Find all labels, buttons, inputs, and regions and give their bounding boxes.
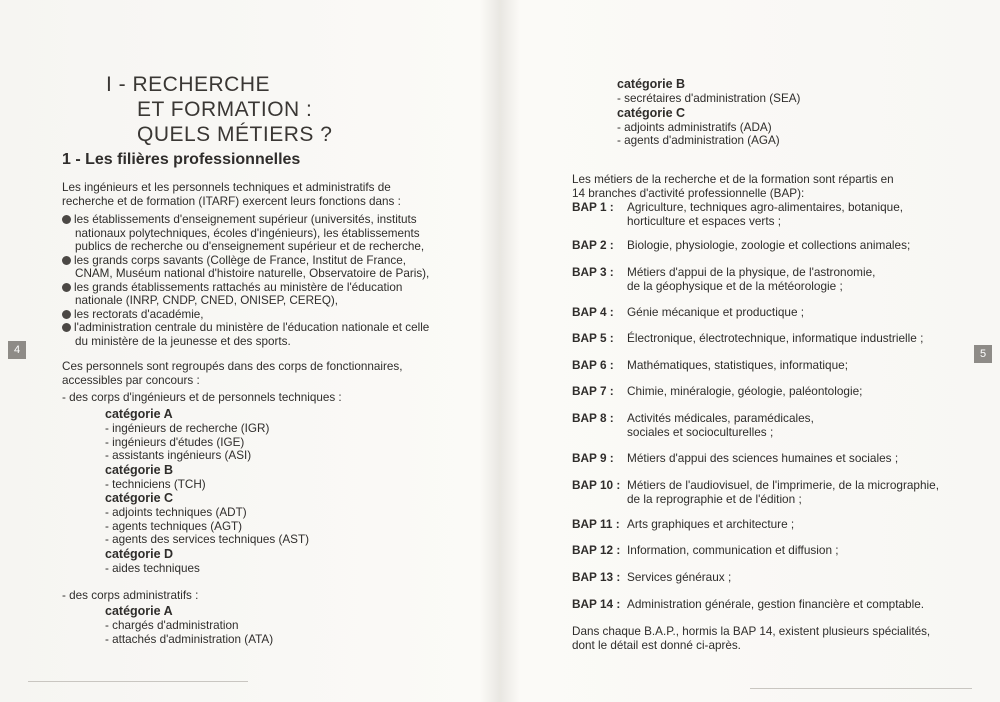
bullet-dot-icon xyxy=(62,283,71,292)
corps-item: - assistants ingénieurs (ASI) xyxy=(105,449,252,462)
bap-description-line: Activités médicales, paramédicales, xyxy=(627,411,814,425)
bap-intro-paragraph xyxy=(572,173,894,200)
corps-item: - agents techniques (AGT) xyxy=(105,519,243,533)
bap-description-line: Métiers d'appui des sciences humaines et sociales ; xyxy=(627,451,899,465)
admin-corps-list xyxy=(105,604,273,646)
bap-code: BAP 9 : xyxy=(572,451,614,465)
text-line: Les ingénieurs et les personnels techniques et administratifs de xyxy=(62,181,391,194)
page-rule xyxy=(750,688,972,689)
bap-description xyxy=(627,570,731,584)
text-line: accessibles par concours : xyxy=(62,373,200,387)
bullet-item: les rectorats d'académie, xyxy=(62,308,429,322)
bap-description xyxy=(627,305,804,319)
corps-item: - chargés d'administration xyxy=(105,619,239,632)
bap-description xyxy=(627,200,903,228)
bullet-continuation: CNAM, Muséum national d'histoire naturelle, Observatoire de Paris), xyxy=(75,267,430,280)
bap-code: BAP 14 : xyxy=(572,597,621,611)
closing-paragraph xyxy=(572,625,930,652)
bap-description-line: Métiers de l'audiovisuel, de l'imprimerie, de la micrographie, xyxy=(627,478,940,492)
text-line: 14 branches d'activité professionnelle (BAP): xyxy=(572,186,805,200)
corps-item: - agents d'administration (AGA) xyxy=(617,134,780,147)
bap-description xyxy=(627,543,839,557)
bap-code: BAP 13 : xyxy=(572,570,621,584)
section-heading: 1 - Les filières professionnelles xyxy=(62,151,301,168)
tech-corps-list xyxy=(105,407,309,575)
page-number-right: 5 xyxy=(974,345,992,363)
bap-description xyxy=(627,517,794,531)
bap-code: BAP 4 : xyxy=(572,305,614,319)
bap-description-line: de la reprographie et de l'édition ; xyxy=(627,492,802,506)
bullet-dot-icon xyxy=(62,310,71,319)
page-number-left: 4 xyxy=(8,341,26,359)
bap-code: BAP 1 : xyxy=(572,200,614,214)
corps-item: - ingénieurs d'études (IGE) xyxy=(105,435,245,449)
category-label: catégorie A xyxy=(105,407,173,421)
bap-description-line: Information, communication et diffusion ; xyxy=(627,543,839,557)
bullet-dot-icon xyxy=(62,323,71,332)
bap-code: BAP 2 : xyxy=(572,238,614,252)
corps-item: - techniciens (TCH) xyxy=(105,477,206,491)
title-line: I - RECHERCHE xyxy=(106,73,271,96)
category-label: catégorie B xyxy=(105,462,174,477)
bap-description-line: Services généraux ; xyxy=(627,570,732,584)
bap-description-line: Électronique, électrotechnique, informatique industrielle ; xyxy=(627,331,924,345)
intro-paragraph xyxy=(62,181,401,208)
bap-description-line: de la géophysique et de la météorologie ; xyxy=(627,279,843,293)
bullet-item: l'administration centrale du ministère de l'éducation nationale et celle xyxy=(62,321,429,335)
corps-item: - agents des services techniques (AST) xyxy=(105,533,309,546)
tech-corps-intro: - des corps d'ingénieurs et de personnels techniques : xyxy=(62,391,342,404)
text-line: recherche et de formation (ITARF) exercent leurs fonctions dans : xyxy=(62,194,401,208)
category-label: catégorie B xyxy=(617,77,686,91)
title-line: ET FORMATION : xyxy=(137,98,313,121)
bullet-dot-icon xyxy=(62,256,71,265)
text-line: Ces personnels sont regroupés dans des corps de fonctionnaires, xyxy=(62,360,403,373)
bap-code: BAP 6 : xyxy=(572,358,614,372)
text-line: Les métiers de la recherche et de la formation sont répartis en xyxy=(572,173,894,186)
category-label: catégorie D xyxy=(105,546,174,561)
admin-corps-intro: - des corps administratifs : xyxy=(62,589,199,602)
bap-description-line: Biologie, physiologie, zoologie et collections animales; xyxy=(627,238,911,252)
regroup-paragraph xyxy=(62,360,402,387)
bap-code: BAP 5 : xyxy=(572,331,614,345)
page-rule xyxy=(28,681,248,682)
bap-description-line: Arts graphiques et architecture ; xyxy=(627,517,795,531)
text-line: dont le détail est donné ci-après. xyxy=(572,638,741,652)
category-label: catégorie A xyxy=(105,604,173,618)
bap-code: BAP 3 : xyxy=(572,265,614,279)
bullet-continuation: nationale (INRP, CNDP, CNED, ONISEP, CEREQ), xyxy=(75,294,339,307)
page-title xyxy=(106,72,332,147)
bap-code: BAP 8 : xyxy=(572,411,614,425)
bap-description xyxy=(627,384,862,398)
corps-item: - adjoints techniques (ADT) xyxy=(105,506,247,519)
corps-item: - aides techniques xyxy=(105,561,200,575)
bap-description xyxy=(627,358,848,372)
bullet-item: les grands corps savants (Collège de France, Institut de France, xyxy=(62,254,429,268)
corps-item: - secrétaires d'administration (SEA) xyxy=(617,92,801,105)
bullet-list xyxy=(62,213,429,348)
bullet-dot-icon xyxy=(62,215,71,224)
admin-corps-list-continued xyxy=(617,77,800,148)
bap-description-line: Métiers d'appui de la physique, de l'astronomie, xyxy=(627,265,876,279)
bap-description-line: Agriculture, techniques agro-alimentaires, botanique, xyxy=(627,200,904,214)
bap-description xyxy=(627,265,875,293)
bap-code: BAP 10 : xyxy=(572,478,621,492)
bap-description-line: sociales et socioculturelles ; xyxy=(627,425,774,439)
bap-description-line: horticulture et espaces verts ; xyxy=(627,214,782,228)
bap-description xyxy=(627,411,814,439)
bap-description xyxy=(627,597,924,611)
bap-description xyxy=(627,238,910,252)
bap-code: BAP 7 : xyxy=(572,384,614,398)
bullet-item: les grands établissements rattachés au ministère de l'éducation xyxy=(62,281,429,295)
corps-item: - attachés d'administration (ATA) xyxy=(105,632,274,646)
title-line: QUELS MÉTIERS ? xyxy=(137,123,333,146)
bullet-item: les établissements d'enseignement supérieur (universités, instituts xyxy=(62,213,429,227)
bullet-continuation: du ministère de la jeunesse et des sports. xyxy=(75,334,291,348)
bap-code: BAP 12 : xyxy=(572,543,621,557)
text-line: Dans chaque B.A.P., hormis la BAP 14, existent plusieurs spécialités, xyxy=(572,625,931,638)
corps-item: - adjoints administratifs (ADA) xyxy=(617,120,772,134)
category-label: catégorie C xyxy=(617,105,686,120)
bap-description xyxy=(627,451,898,465)
category-label: catégorie C xyxy=(105,491,174,505)
bap-code: BAP 11 : xyxy=(572,517,620,531)
bap-description xyxy=(627,478,939,506)
bap-description-line: Chimie, minéralogie, géologie, paléontologie; xyxy=(627,384,863,398)
corps-item: - ingénieurs de recherche (IGR) xyxy=(105,422,270,435)
bullet-continuation: publics de recherche ou d'enseignement supérieur et de recherche, xyxy=(75,240,425,253)
bap-description-line: Administration générale, gestion financière et comptable. xyxy=(627,597,925,611)
bullet-continuation: nationaux polytechniques, écoles d'ingénieurs), les établissements xyxy=(75,226,420,240)
bap-description xyxy=(627,331,923,345)
bap-description-line: Génie mécanique et productique ; xyxy=(627,305,805,319)
bap-description-line: Mathématiques, statistiques, informatique; xyxy=(627,358,848,372)
